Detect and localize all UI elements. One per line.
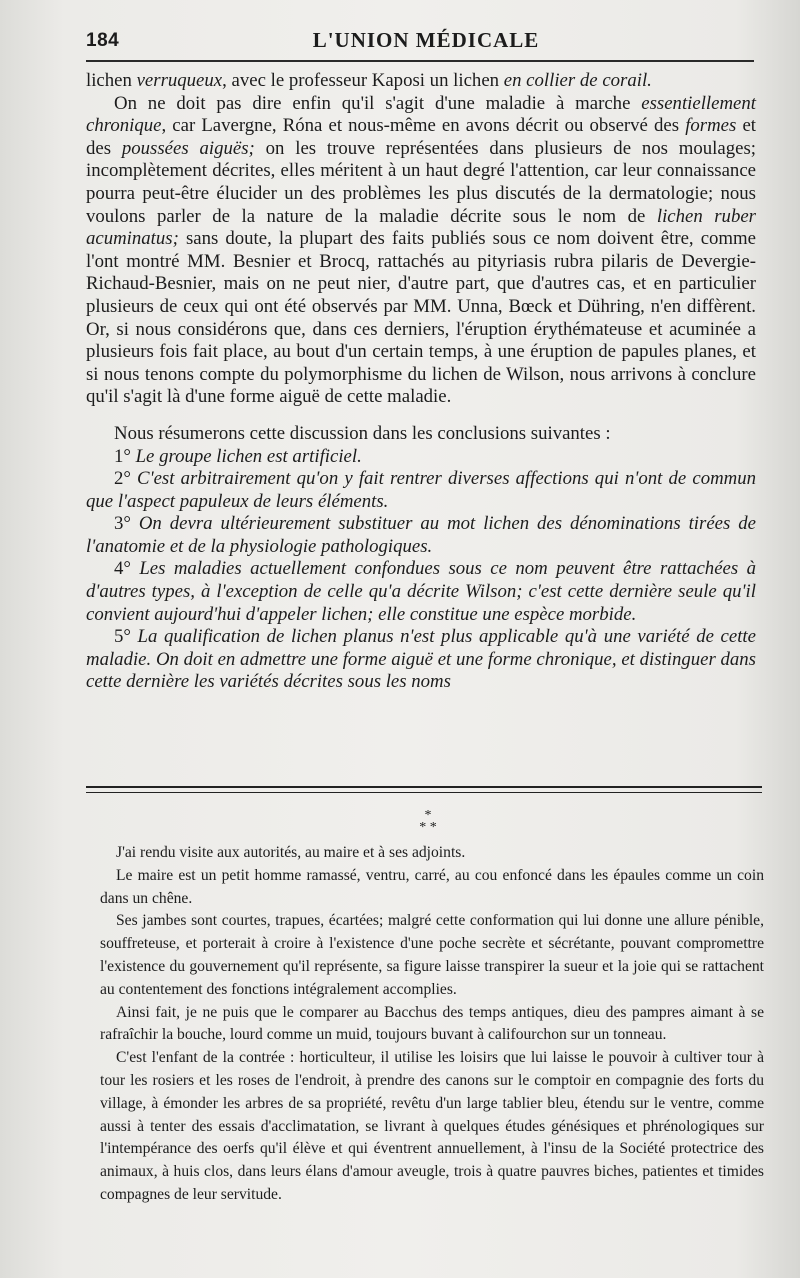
conclusion-item: [86, 446, 756, 469]
paragraph: Le maire est un petit homme ramassé, ventru, carré, au cou enfoncé dans les épaules comme un coin dans un chêne.: [100, 866, 764, 907]
page-header: [86, 28, 766, 58]
text-run: lichen: [86, 70, 137, 91]
item-text: Les maladies actuellement confondues sous ce nom peuvent être rattachées à d'autres types, à l'exception de celle qu'a décrite Wilson; c'est cette dernière seule qu'il convient aujourd'hui d'appeler lichen; elle constitue une espèce morbide.: [86, 558, 756, 625]
text-run: et des: [86, 115, 757, 159]
conclusion-item: [86, 468, 756, 513]
text-run: On ne doit pas dire enfin qu'il s'agit d'une maladie à marche: [114, 92, 642, 114]
italic-run: essentiellement chronique: [86, 92, 756, 137]
spacer: [86, 409, 756, 423]
item-number: 2°: [114, 468, 131, 490]
conclusion-item: [86, 558, 756, 626]
paragraph: C'est l'enfant de la contrée : horticulteur, il utilise les loisirs que lui laisse le pouvoir à cultiver tour à tour les rosiers et les roses de l'endroit, à prendre des canons sur le comptoir en compagnie des forts du village, à émonder les arbres de sa propriété, revêtu d'un large tablier bleu, étendu sur le ventre, comme aussi à tenter des essais d'acclimatation, se livrant à quelques études génésiques et phrénologiques sur l'intempérance des oerfs qu'il élève et qui éventrent annuellement, à l'insu de la Société protectrice des animaux, à huis clos, dans leurs élans d'amour aveugle, trois à quatre pauvres biches, patientes et timides compagnes de leur servitude.: [100, 1049, 764, 1203]
item-number: 3°: [114, 513, 131, 535]
item-text: C'est arbitrairement qu'on y fait rentrer diverses affections qui n'ont de commun que l'aspect papuleux de leurs éléments.: [86, 468, 756, 512]
text-run: sans doute, la plupart des faits publiés sous ce nom doivent être, comme l'ont montré MM. Besnier et Brocq, rattachés au pityriasis rubra pilaris de Devergie-Richaud-Besnier, mais on ne peut nier, d'autre part, que d'autres cas, et en particulier plusieurs de ceux qui ont été observés par MM. Unna, Bœck et Dühring, n'en diffèrent. Or, si nous considérons que, dans ces derniers, l'éruption érythémateuse et acuminée a plusieurs fois fait place, au bout d'un certain temps, à une éruption de papules planes, et si nous tenons compte du polymorphisme du lichen de Wilson, nous arrivons à conclure qu'il s'agit là d'une forme aiguë de cette maladie.: [86, 228, 756, 408]
italic-run: formes: [685, 115, 737, 137]
paragraph: [86, 70, 756, 93]
running-title: L'UNION MÉDICALE: [312, 28, 540, 52]
italic-run: verruqueux: [136, 70, 223, 91]
item-text: On devra ultérieurement substituer au mot lichen des dénominations tirées de l'anatomie et de la physiologie pathologiques.: [86, 513, 756, 557]
header-rule: [86, 60, 754, 62]
paragraph: Ainsi fait, je ne puis que le comparer au Bacchus des temps antiques, dieu des pampres aimant à se rafraîchir la bouche, lourd comme un muid, toujours buvant à califourchon sur un tonneau.: [100, 1003, 764, 1044]
section-rule: [86, 792, 762, 793]
text-run: on les trouve représentées dans plusieurs de nos moulages; incomplètement décrites, elles méritent à un haut degré l'attention, car leur connaissance pourra peut-être élucider un des problèmes les plus discutés de la dermatologie; nous voulons parler de la nature de la maladie décrite sous le nom de: [86, 137, 756, 227]
paragraph: Ses jambes sont courtes, trapues, écartées; malgré cette conformation qui lui donne une allure pénible, souffreteuse, et porterait à croire à l'existence d'une poche secrète et sécrétante, pouvant compromettre l'existence du gouvernement qu'il représente, sa figure laisse transpirer la sueur et la joie qui se rattachent au contentement des fonctions intégralement accomplies.: [100, 912, 764, 998]
italic-run: lichen ruber acuminatus;: [86, 205, 756, 250]
text-run: , car Lavergne, Róna et nous-même en avons décrit ou observé des: [161, 115, 686, 137]
page-number: 184: [86, 30, 120, 51]
item-number: 1°: [114, 445, 131, 467]
conclusion-item: [86, 626, 756, 694]
conclusion-item: [86, 513, 756, 558]
item-text: La qualification de lichen planus n'est plus applicable qu'à une variété de cette maladie. On doit en admettre une forme aiguë et une forme chronique, et distinguer dans cette dernière les variétés décrites sous les noms: [86, 626, 756, 693]
paragraph: [86, 93, 756, 409]
conclusions-intro: Nous résumerons cette discussion dans les conclusions suivantes :: [114, 422, 611, 444]
item-number: 5°: [114, 626, 131, 648]
italic-run: poussées aiguës;: [121, 137, 255, 159]
section-rule: [86, 786, 762, 788]
article-text: [86, 70, 756, 694]
asterism: * * *: [419, 808, 437, 835]
italic-run: en collier de corail.: [503, 70, 652, 91]
item-number: 4°: [114, 558, 131, 580]
text-run: , avec le professeur Kaposi un lichen: [222, 70, 504, 91]
item-text: Le groupe lichen est artificiel.: [135, 445, 362, 467]
feuilleton-text: [100, 842, 764, 1207]
paragraph: J'ai rendu visite aux autorités, au maire et à ses adjoints.: [116, 844, 466, 861]
